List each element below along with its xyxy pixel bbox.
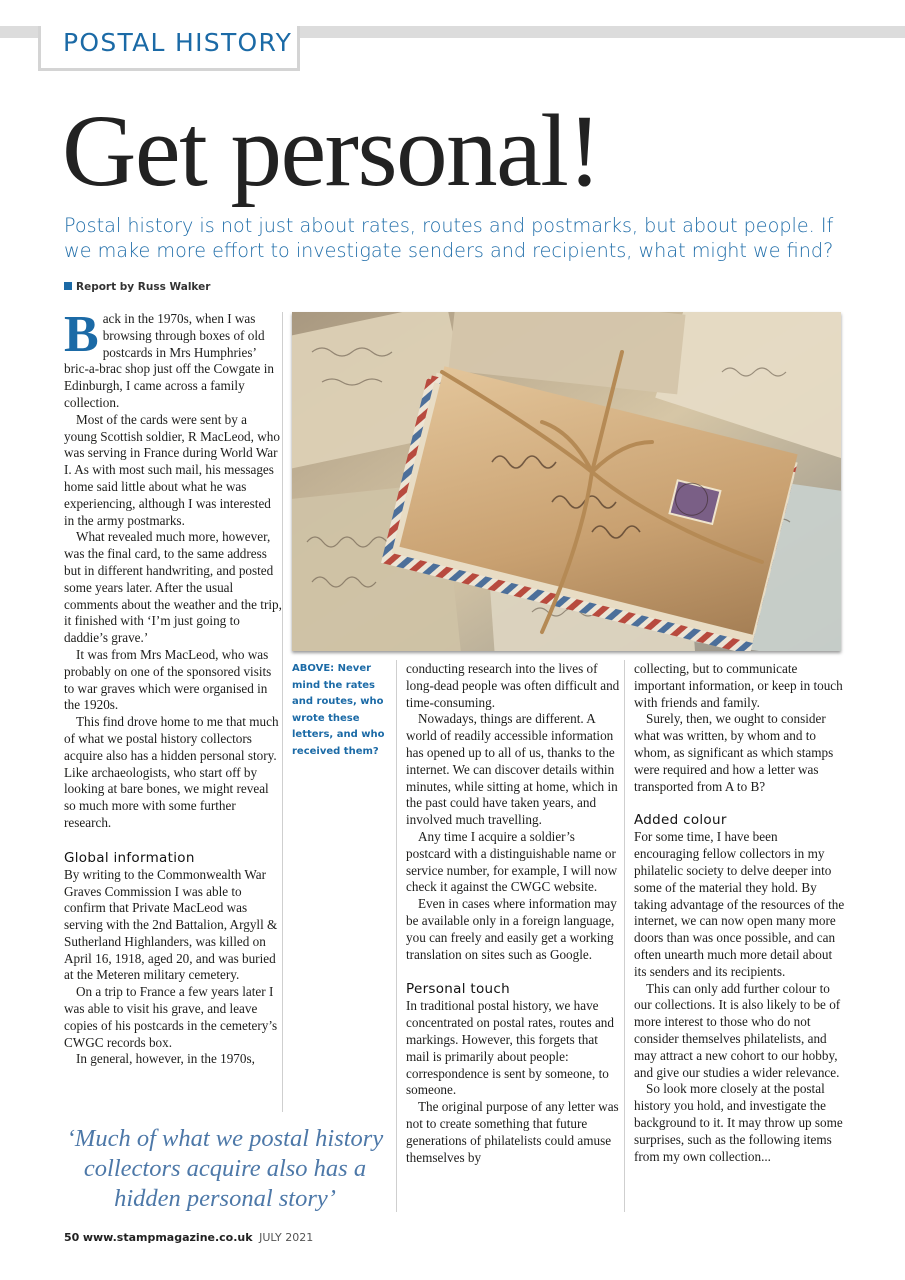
standfirst: Postal history is not just about rates, routes and postmarks, but about people. If we make more effort to investigate senders and recipients, what might we find? <box>64 214 834 262</box>
byline-text: Report by Russ Walker <box>76 281 211 293</box>
paragraph: collecting, but to communicate important information, or keep in touch with friends and family. <box>634 661 843 710</box>
paragraph <box>64 306 282 412</box>
paragraph: It was from Mrs MacLeod, who was probably on one of the sponsored visits to war graves which were organised in the 1920s. <box>64 646 272 713</box>
byline <box>64 281 210 293</box>
paragraph: Even in cases where information may be available only in a foreign language, you can freely and easily get a working translation on sites such as Google. <box>406 896 617 962</box>
article-title: Get personal! <box>62 94 601 208</box>
paragraph: On a trip to France a few years later I was able to visit his grave, and leave copies of his postcards in the cemetery’s CWGC records box. <box>64 984 278 1050</box>
paragraph: Nowadays, things are different. A world of readily accessible information has opened up to all of us, thanks to the internet. We can discover details within minutes, while sitting at home, which in the past could have taken years, and involved much travelling. <box>406 711 618 828</box>
paragraph: This can only add further colour to our collections. It is also likely to be of more interest to those who do not consider themselves philatelists, and may attract a new cohort to our hobby, and give our studies a wider relevance. <box>634 980 841 1080</box>
paragraph: Most of the cards were sent by a young Scottish soldier, R MacLeod, who was serving in France during World War I. As with most such mail, his messages home said little about what he was experiencing, although I was interested in the army postmarks. <box>64 411 280 528</box>
paragraph: Any time I acquire a soldier’s postcard with a distinguishable name or service number, for example, I will now check it against the CWGC website. <box>406 828 618 895</box>
column-2 <box>406 661 620 1166</box>
page-number: 50 <box>64 1231 80 1244</box>
column-rule <box>282 312 283 1112</box>
column-rule <box>396 660 397 1212</box>
paragraph: What revealed much more, however, was the final card, to the same address but in different handwriting, and posted some years later. After the usual comments about the weather and the trip, it finished with ‘I’m just going to daddie’s grave.’ <box>64 529 282 646</box>
page-footer <box>64 1231 313 1244</box>
byline-square-icon <box>64 282 72 290</box>
paragraph: For some time, I have been encouraging fellow collectors in my philatelic society to delve deeper into some of the material they hold. By taking advantage of the resources of the internet, we can now open many more doors than was once possible, and can often unearth much more detail about its senders and its recipients. <box>634 829 845 979</box>
paragraph: In general, however, in the 1970s, <box>76 1051 255 1067</box>
paragraph: In traditional postal history, we have concentrated on postal rates, routes and markings. However, this forgets that mail is primarily about people: correspondence is sent by someone, to someone. <box>406 998 614 1098</box>
subheading-global-information: Global information <box>64 849 195 866</box>
photo-caption: ABOVE: Never mind the rates and routes, who wrote these letters, and who received them? <box>292 663 385 757</box>
subheading-personal-touch: Personal touch <box>406 981 510 998</box>
section-label: POSTAL HISTORY <box>63 28 293 57</box>
paragraph: conducting research into the lives of long-dead people was often difficult and time-consuming. <box>406 661 620 710</box>
letters-bundle-illustration <box>292 312 841 651</box>
subheading-added-colour: Added colour <box>634 812 727 829</box>
column-rule <box>624 660 625 1212</box>
paragraph: Surely, then, we ought to consider what was written, by whom and to whom, as significant as which stamps were required and how a letter was transported from A to B? <box>634 711 834 794</box>
drop-cap: B <box>64 306 99 363</box>
letters-photo <box>292 312 841 651</box>
website-link[interactable]: www.stampmagazine.co.uk <box>82 1231 253 1244</box>
issue-date: JULY 2021 <box>259 1231 314 1244</box>
column-3 <box>634 661 846 1165</box>
paragraph: By writing to the Commonwealth War Graves Commission I was able to confirm that Private MacLeod was serving with the 2nd Battalion, Argyll & Sutherland Highlanders, was killed on April 16, 1918, aged 20, and was buried at the Meteren military cemetery. <box>64 866 278 983</box>
paragraph: So look more closely at the postal history you hold, and investigate the background to it. It may throw up some surprises, such as the following items from my own collection... <box>634 1081 843 1164</box>
pull-quote: ‘Much of what we postal history collectors acquire also has a hidden personal story’ <box>66 1125 384 1212</box>
paragraph-text: ack in the 1970s, when I was browsing through boxes of old postcards in Mrs Humphries’ bric-a-brac shop just off the Cowgate in Edinburgh, I came across a family collection. <box>64 311 274 410</box>
paragraph: The original purpose of any letter was not to create something that future generations of philatelists could amuse themselves by <box>406 1099 619 1165</box>
column-1 <box>64 306 282 1068</box>
paragraph: This find drove home to me that much of what we postal history collectors acquire also has a hidden personal story. Like archaeologists, who start off by looking at bare bones, we might reveal so much more with some further research. <box>64 714 279 830</box>
